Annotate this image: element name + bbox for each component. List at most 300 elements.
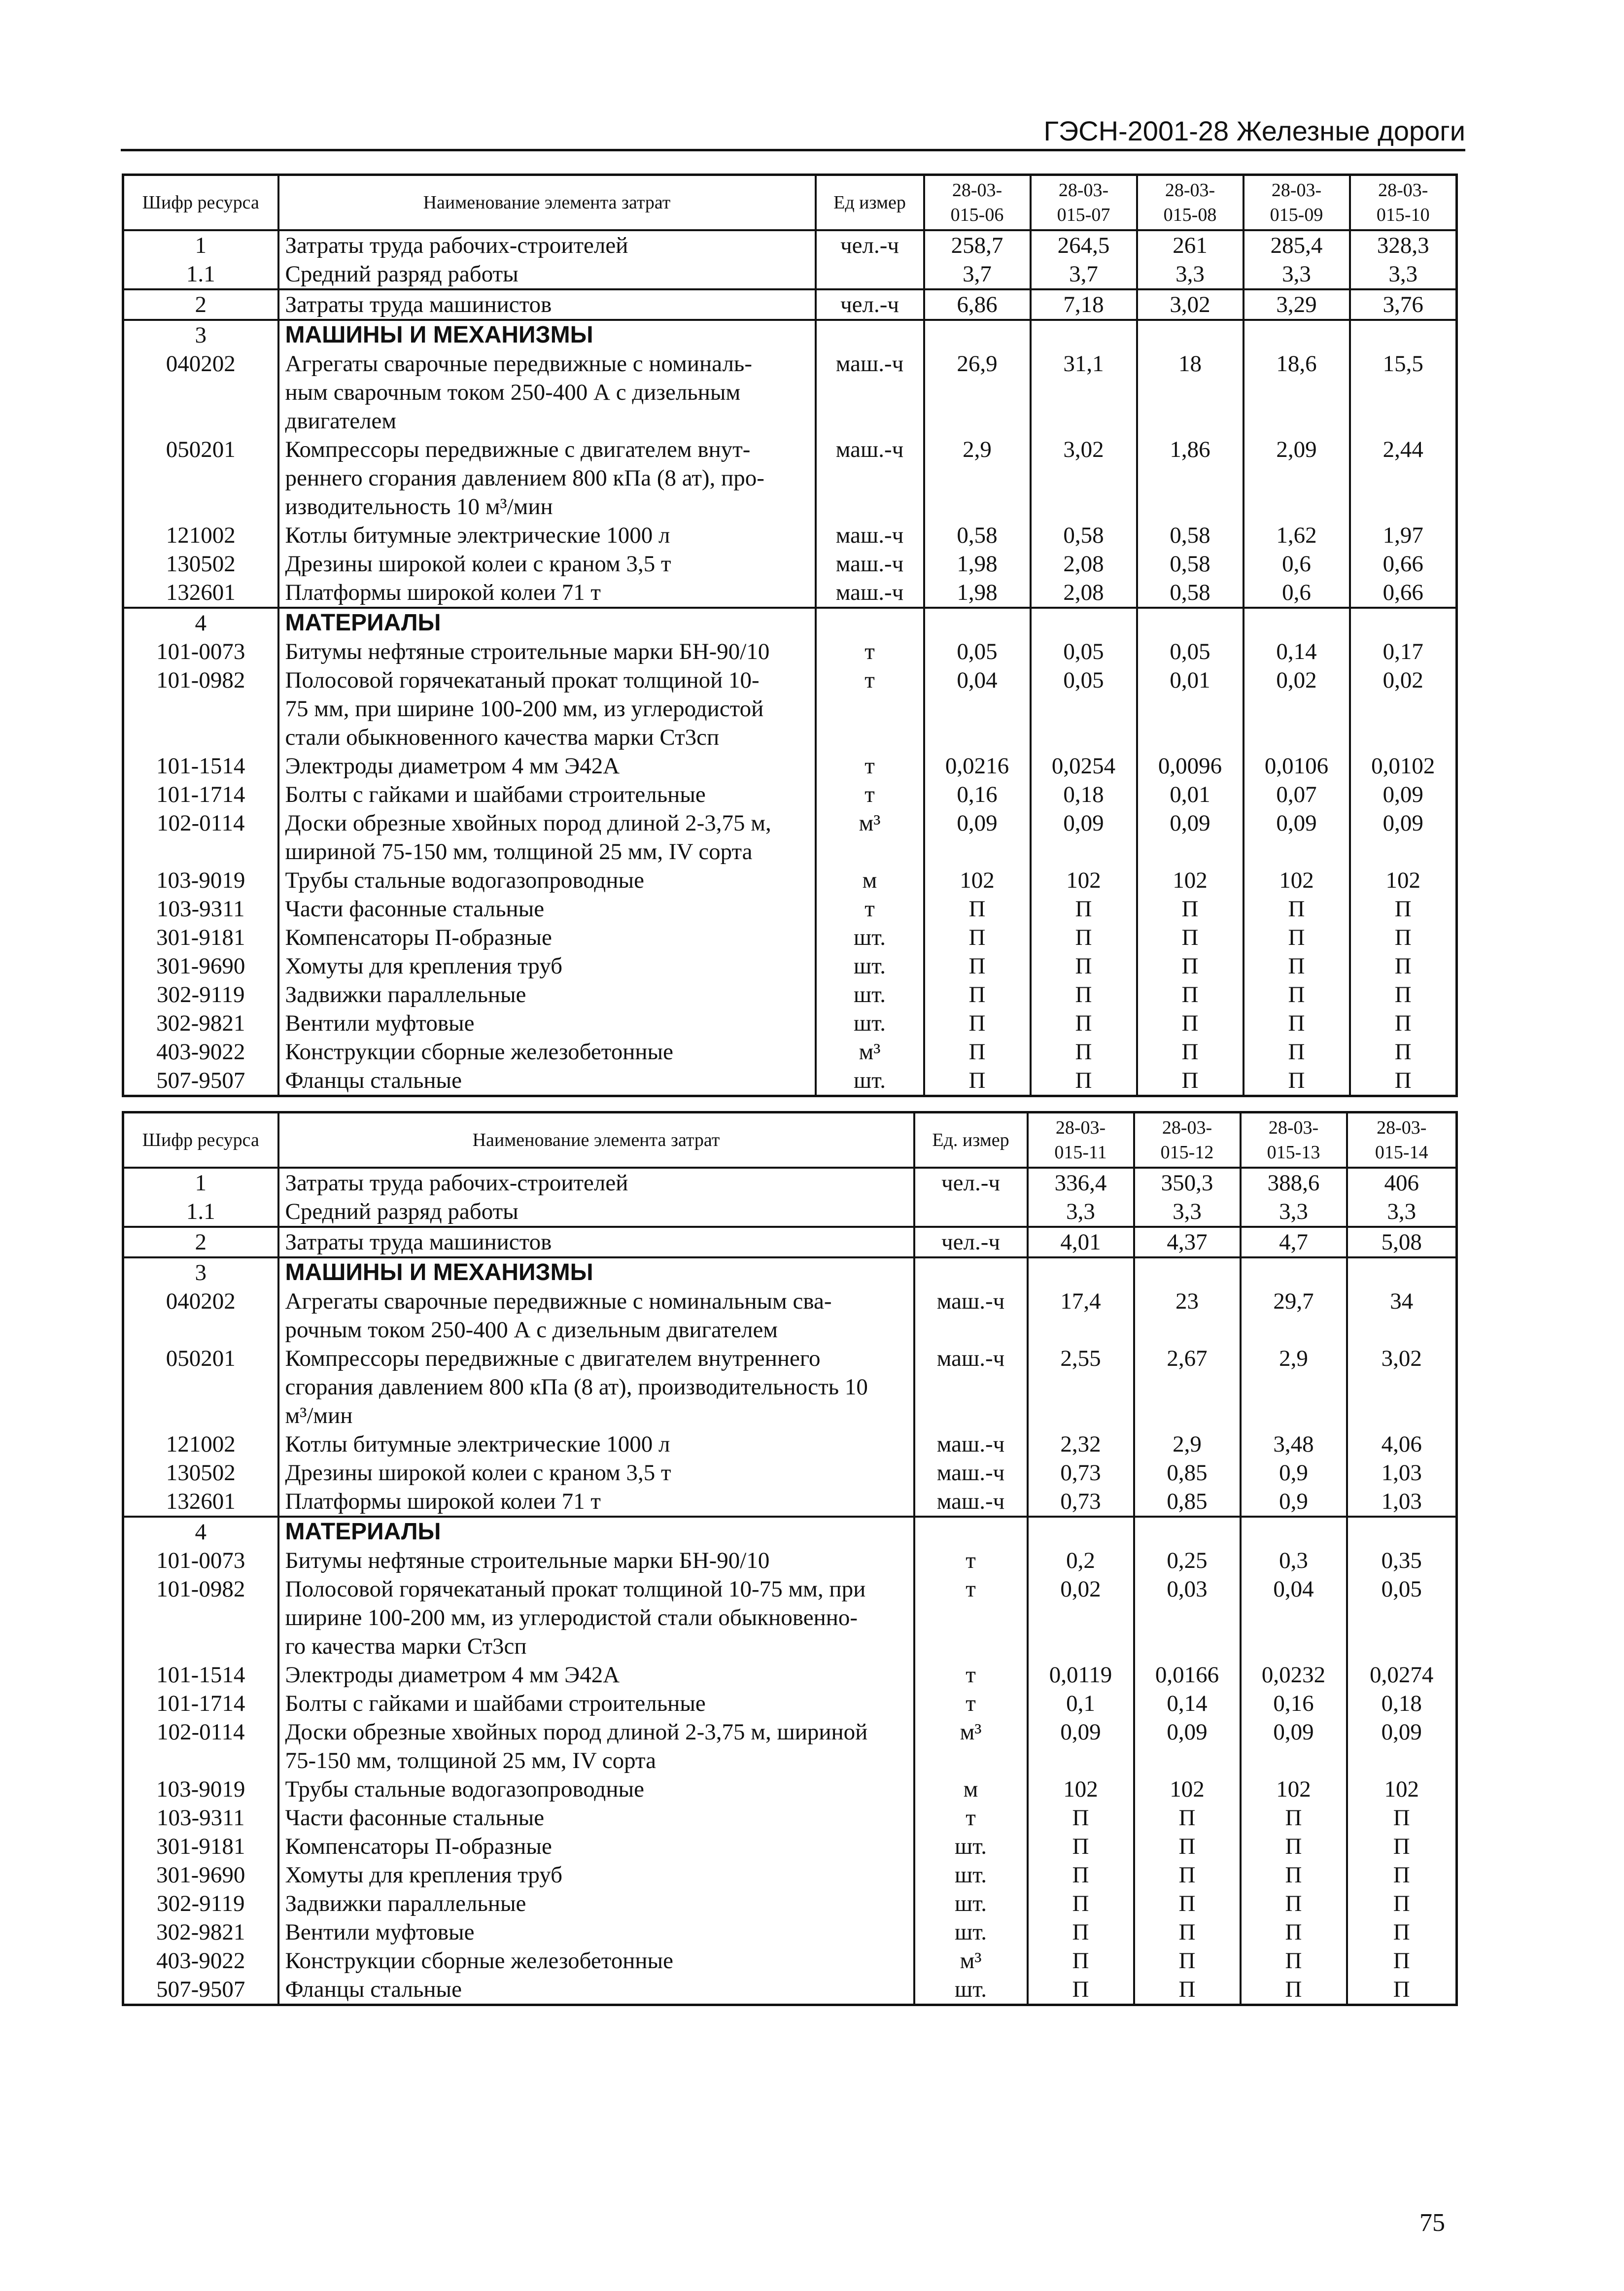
resource-unit: шт.: [816, 1009, 924, 1038]
value-cell: 3,02: [1137, 289, 1244, 320]
resource-name: [278, 1546, 914, 1575]
value-cell: 0,05: [1031, 666, 1137, 752]
value-cell: [1028, 1517, 1134, 1546]
value-cell: 0,58: [1137, 578, 1244, 608]
resource-name: [278, 1775, 914, 1804]
resource-name: [278, 289, 816, 320]
resource-unit: м³: [914, 1946, 1028, 1975]
resource-code: 101-1714: [123, 1689, 278, 1718]
value-cell: 285,4: [1244, 230, 1350, 260]
value-cell: П: [1244, 923, 1350, 952]
resource-code: 040202: [123, 349, 278, 435]
value-cell: 0,58: [1031, 521, 1137, 550]
value-cell: П: [1137, 952, 1244, 980]
value-cell: П: [1137, 1038, 1244, 1066]
resource-name-line: Битумы нефтяные строительные марки БН-90/10: [285, 638, 770, 664]
table-row: [123, 521, 1457, 550]
resource-code: 103-9019: [123, 866, 278, 895]
value-cell: 0,09: [1134, 1718, 1241, 1775]
value-cell: П: [1134, 1975, 1241, 2005]
resource-name: [278, 1861, 914, 1889]
value-cell: П: [1347, 1946, 1457, 1975]
resource-name-line: Задвижки параллельные: [285, 1890, 526, 1916]
resource-unit: шт.: [816, 980, 924, 1009]
resource-name: [278, 550, 816, 578]
resource-name-line: стали обыкновенного качества марки Ст3сп: [285, 724, 720, 750]
resource-name-line: Дрезины широкой колеи с краном 3,5 т: [285, 551, 671, 577]
resource-unit: м³: [914, 1718, 1028, 1775]
resource-code: 403-9022: [123, 1946, 278, 1975]
value-cell: 0,09: [1350, 780, 1457, 809]
resource-name: [278, 1344, 914, 1430]
table-row: [123, 1889, 1457, 1918]
value-cell: 1,97: [1350, 521, 1457, 550]
value-cell: 1,62: [1244, 521, 1350, 550]
resource-name-line: Полосовой горячекатаный прокат толщиной 10-: [285, 667, 760, 693]
resource-unit: шт.: [816, 952, 924, 980]
resource-name: [278, 1918, 914, 1946]
resource-name: [278, 1287, 914, 1344]
resource-name-line: Части фасонные стальные: [285, 896, 545, 922]
resource-unit: м³: [816, 1038, 924, 1066]
value-cell: П: [1028, 1889, 1134, 1918]
resource-code: 302-9821: [123, 1918, 278, 1946]
resource-code: 2: [123, 1227, 278, 1257]
value-cell: 0,73: [1028, 1458, 1134, 1487]
resource-name: [278, 435, 816, 521]
section-row: [123, 1517, 1457, 1546]
value-cell: П: [1137, 1009, 1244, 1038]
value-cell: П: [1241, 1918, 1347, 1946]
value-cell: 0,09: [1244, 809, 1350, 866]
table-row: [123, 578, 1457, 608]
resource-code: 101-1714: [123, 780, 278, 809]
value-cell: П: [1028, 1832, 1134, 1861]
table-row: [123, 980, 1457, 1009]
resource-unit: шт.: [816, 923, 924, 952]
resource-table-1: [122, 174, 1458, 1097]
value-cell: 2,55: [1028, 1344, 1134, 1430]
resource-code: 1.1: [123, 260, 278, 289]
value-cell: 0,17: [1350, 637, 1457, 666]
resource-name-line: Задвижки параллельные: [285, 981, 526, 1007]
resource-code: 507-9507: [123, 1975, 278, 2005]
resource-unit: шт.: [914, 1832, 1028, 1861]
value-cell: 3,3: [1028, 1197, 1134, 1227]
value-cell: 1,98: [924, 578, 1031, 608]
value-cell: 0,09: [1028, 1718, 1134, 1775]
table-row: [123, 923, 1457, 952]
resource-code: 101-0073: [123, 637, 278, 666]
resource-name-line: Компрессоры передвижные с двигателем внутреннего: [285, 1345, 821, 1371]
resource-unit: т: [816, 637, 924, 666]
table-row: [123, 289, 1457, 320]
table-row: [123, 1168, 1457, 1197]
header-col-4: 28-03- 015-09: [1244, 175, 1350, 230]
value-cell: П: [1244, 1066, 1350, 1096]
table-row: [123, 1689, 1457, 1718]
value-cell: 102: [1134, 1775, 1241, 1804]
resource-name: [278, 1575, 914, 1661]
value-cell: 3,3: [1134, 1197, 1241, 1227]
value-cell: [1031, 608, 1137, 637]
resource-table-2: [122, 1111, 1458, 2006]
header-unit: Ед. измер: [914, 1112, 1028, 1168]
value-cell: 0,9: [1241, 1487, 1347, 1517]
resource-name: [278, 260, 816, 289]
resource-unit: т: [816, 895, 924, 923]
resource-name-line: Затраты труда рабочих-строителей: [285, 232, 628, 258]
value-cell: П: [924, 923, 1031, 952]
value-cell: 3,3: [1241, 1197, 1347, 1227]
resource-name-line: реннего сгорания давлением 800 кПа (8 ат), про-: [285, 465, 764, 491]
value-cell: 0,0106: [1244, 752, 1350, 780]
resource-code: 101-0982: [123, 1575, 278, 1661]
resource-code: 130502: [123, 1458, 278, 1487]
value-cell: П: [1241, 1832, 1347, 1861]
value-cell: 258,7: [924, 230, 1031, 260]
value-cell: П: [1350, 952, 1457, 980]
resource-code: 1.1: [123, 1197, 278, 1227]
value-cell: 0,05: [1137, 637, 1244, 666]
resource-name-line: Трубы стальные водогазопроводные: [285, 867, 644, 893]
value-cell: 2,08: [1031, 550, 1137, 578]
value-cell: 0,14: [1244, 637, 1350, 666]
table-row: [123, 1197, 1457, 1227]
value-cell: 102: [1244, 866, 1350, 895]
resource-name: [278, 1689, 914, 1718]
value-cell: 0,85: [1134, 1458, 1241, 1487]
resource-unit: [914, 1517, 1028, 1546]
resource-name: [278, 349, 816, 435]
resource-unit: [914, 1257, 1028, 1287]
table-row: [123, 752, 1457, 780]
resource-unit: чел.-ч: [816, 289, 924, 320]
value-cell: 102: [1031, 866, 1137, 895]
resource-code: 101-1514: [123, 752, 278, 780]
resource-name: [278, 1804, 914, 1832]
resource-unit: шт.: [816, 1066, 924, 1096]
value-cell: П: [1350, 1038, 1457, 1066]
value-cell: П: [1241, 1975, 1347, 2005]
value-cell: П: [1244, 895, 1350, 923]
value-cell: 0,3: [1241, 1546, 1347, 1575]
header-col-5: 28-03- 015-10: [1350, 175, 1457, 230]
value-cell: 264,5: [1031, 230, 1137, 260]
value-cell: 4,06: [1347, 1430, 1457, 1458]
resource-unit: шт.: [914, 1975, 1028, 2005]
table-row: [123, 1975, 1457, 2005]
value-cell: 1,03: [1347, 1458, 1457, 1487]
table-row: [123, 1575, 1457, 1661]
value-cell: 0,05: [1031, 637, 1137, 666]
table-row: [123, 1009, 1457, 1038]
resource-name-line: сгорания давлением 800 кПа (8 ат), производительность 10: [285, 1374, 868, 1400]
resource-name-line: Средний разряд работы: [285, 261, 518, 287]
value-cell: П: [1028, 1975, 1134, 2005]
resource-name-line: Компенсаторы П-образные: [285, 924, 552, 950]
value-cell: 29,7: [1241, 1287, 1347, 1344]
value-cell: 102: [1350, 866, 1457, 895]
header-col-4: 28-03- 015-14: [1347, 1112, 1457, 1168]
value-cell: 0,18: [1031, 780, 1137, 809]
table-row: [123, 260, 1457, 289]
value-cell: 18: [1137, 349, 1244, 435]
resource-name-line: Котлы битумные электрические 1000 л: [285, 1431, 670, 1457]
value-cell: [1350, 320, 1457, 349]
value-cell: [1031, 320, 1137, 349]
table-row: [123, 952, 1457, 980]
value-cell: 0,85: [1134, 1487, 1241, 1517]
value-cell: П: [1134, 1804, 1241, 1832]
header-col-2: 28-03- 015-12: [1134, 1112, 1241, 1168]
value-cell: П: [1134, 1918, 1241, 1946]
resource-name-line: Трубы стальные водогазопроводные: [285, 1776, 644, 1802]
value-cell: 0,73: [1028, 1487, 1134, 1517]
value-cell: 0,66: [1350, 578, 1457, 608]
value-cell: 102: [1028, 1775, 1134, 1804]
value-cell: 0,04: [924, 666, 1031, 752]
resource-code: 103-9311: [123, 895, 278, 923]
resource-name: [278, 895, 816, 923]
value-cell: П: [1137, 923, 1244, 952]
section-row: [123, 1257, 1457, 1287]
resource-unit: т: [816, 666, 924, 752]
value-cell: П: [1350, 980, 1457, 1009]
resource-unit: маш.-ч: [816, 349, 924, 435]
value-cell: П: [924, 895, 1031, 923]
resource-unit: чел.-ч: [816, 230, 924, 260]
value-cell: 0,18: [1347, 1689, 1457, 1718]
resource-code: 050201: [123, 1344, 278, 1430]
resource-name-line: двигателем: [285, 408, 397, 434]
value-cell: 0,9: [1241, 1458, 1347, 1487]
value-cell: 3,29: [1244, 289, 1350, 320]
resource-name: [278, 923, 816, 952]
resource-unit: маш.-ч: [816, 550, 924, 578]
value-cell: П: [1350, 923, 1457, 952]
resource-code: 1: [123, 1168, 278, 1197]
resource-unit: [816, 320, 924, 349]
value-cell: [924, 320, 1031, 349]
value-cell: П: [1031, 1009, 1137, 1038]
resource-name-line: Вентили муфтовые: [285, 1010, 475, 1036]
resource-unit: м³: [816, 809, 924, 866]
value-cell: [1347, 1257, 1457, 1287]
value-cell: 0,58: [924, 521, 1031, 550]
resource-name-line: Хомуты для крепления труб: [285, 953, 563, 979]
value-cell: [1137, 320, 1244, 349]
resource-name-line: Затраты труда машинистов: [285, 291, 552, 317]
resource-name-line: Части фасонные стальные: [285, 1805, 545, 1831]
value-cell: 0,0216: [924, 752, 1031, 780]
value-cell: 2,44: [1350, 435, 1457, 521]
resource-unit: маш.-ч: [914, 1344, 1028, 1430]
value-cell: 0,0119: [1028, 1661, 1134, 1689]
resource-name-line: рочным током 250-400 А с дизельным двигателем: [285, 1317, 778, 1343]
table-row: [123, 1546, 1457, 1575]
table-row: [123, 1861, 1457, 1889]
resource-name-line: Доски обрезные хвойных пород длиной 2-3,75 м,: [285, 810, 771, 836]
value-cell: П: [1031, 1038, 1137, 1066]
resource-name: [278, 1038, 816, 1066]
resource-code: 102-0114: [123, 1718, 278, 1775]
value-cell: 4,7: [1241, 1227, 1347, 1257]
value-cell: 1,98: [924, 550, 1031, 578]
resource-code: 302-9119: [123, 980, 278, 1009]
table-row: [123, 435, 1457, 521]
header-code: Шифр ресурса: [123, 175, 278, 230]
value-cell: П: [1031, 1066, 1137, 1096]
value-cell: 0,16: [1241, 1689, 1347, 1718]
value-cell: 0,02: [1244, 666, 1350, 752]
value-cell: 0,01: [1137, 780, 1244, 809]
value-cell: 0,16: [924, 780, 1031, 809]
table-row: [123, 895, 1457, 923]
resource-unit: маш.-ч: [914, 1287, 1028, 1344]
resource-name-line: Котлы битумные электрические 1000 л: [285, 522, 670, 548]
value-cell: 3,3: [1347, 1197, 1457, 1227]
value-cell: 0,09: [1137, 809, 1244, 866]
table-row: [123, 1487, 1457, 1517]
resource-unit: т: [914, 1661, 1028, 1689]
value-cell: П: [1244, 1009, 1350, 1038]
resource-code: 403-9022: [123, 1038, 278, 1066]
value-cell: 3,02: [1347, 1344, 1457, 1430]
resource-name-line: шириной 75-150 мм, толщиной 25 мм, IV сорта: [285, 838, 753, 865]
value-cell: 0,6: [1244, 578, 1350, 608]
table-row: [123, 1287, 1457, 1344]
value-cell: 328,3: [1350, 230, 1457, 260]
table-row: [123, 1430, 1457, 1458]
resource-code: 040202: [123, 1287, 278, 1344]
value-cell: [1137, 608, 1244, 637]
resource-unit: маш.-ч: [914, 1487, 1028, 1517]
value-cell: П: [1031, 980, 1137, 1009]
value-cell: 2,32: [1028, 1430, 1134, 1458]
running-header: [121, 109, 1465, 151]
resource-name-line: Доски обрезные хвойных пород длиной 2-3,75 м, шириной: [285, 1719, 868, 1745]
value-cell: 0,04: [1241, 1575, 1347, 1661]
resource-unit: м: [914, 1775, 1028, 1804]
resource-code: 121002: [123, 1430, 278, 1458]
page-number: 75: [1419, 2209, 1445, 2237]
value-cell: 388,6: [1241, 1168, 1347, 1197]
resource-unit: т: [914, 1804, 1028, 1832]
value-cell: П: [1347, 1975, 1457, 2005]
resource-code: 101-1514: [123, 1661, 278, 1689]
resource-name-line: Платформы широкой колеи 71 т: [285, 579, 601, 605]
value-cell: [1244, 608, 1350, 637]
resource-unit: шт.: [914, 1918, 1028, 1946]
table-row: [123, 1718, 1457, 1775]
resource-name-line: Затраты труда машинистов: [285, 1229, 552, 1255]
resource-name: [278, 980, 816, 1009]
value-cell: 5,08: [1347, 1227, 1457, 1257]
resource-code: 132601: [123, 1487, 278, 1517]
table-row: [123, 550, 1457, 578]
value-cell: П: [1244, 980, 1350, 1009]
header-code: Шифр ресурса: [123, 1112, 278, 1168]
value-cell: 2,9: [1241, 1344, 1347, 1430]
value-cell: 17,4: [1028, 1287, 1134, 1344]
resource-unit: т: [914, 1575, 1028, 1661]
resource-name: [278, 578, 816, 608]
value-cell: П: [1134, 1832, 1241, 1861]
value-cell: П: [1244, 952, 1350, 980]
value-cell: 0,09: [1031, 809, 1137, 866]
value-cell: 0,58: [1137, 521, 1244, 550]
value-cell: 102: [1241, 1775, 1347, 1804]
resource-name: [278, 780, 816, 809]
header-col-3: 28-03- 015-13: [1241, 1112, 1347, 1168]
value-cell: П: [1134, 1861, 1241, 1889]
value-cell: П: [1350, 1066, 1457, 1096]
table-row: [123, 1918, 1457, 1946]
table-row: [123, 1066, 1457, 1096]
value-cell: 1,03: [1347, 1487, 1457, 1517]
header-name: Наименование элемента затрат: [278, 1112, 914, 1168]
value-cell: 3,3: [1350, 260, 1457, 289]
resource-name: [278, 1661, 914, 1689]
resource-code: 301-9181: [123, 1832, 278, 1861]
value-cell: П: [1350, 895, 1457, 923]
resource-unit: м: [816, 866, 924, 895]
value-cell: 0,6: [1244, 550, 1350, 578]
resource-code: 103-9019: [123, 1775, 278, 1804]
value-cell: 6,86: [924, 289, 1031, 320]
value-cell: 0,05: [1347, 1575, 1457, 1661]
resource-name: [278, 952, 816, 980]
header-col-3: 28-03- 015-08: [1137, 175, 1244, 230]
resource-name: [278, 1227, 914, 1257]
value-cell: [1350, 608, 1457, 637]
resource-code: 507-9507: [123, 1066, 278, 1096]
value-cell: П: [924, 1038, 1031, 1066]
table-row: [123, 666, 1457, 752]
value-cell: П: [1347, 1832, 1457, 1861]
value-cell: [924, 608, 1031, 637]
resource-name-line: Болты с гайками и шайбами строительные: [285, 1690, 706, 1716]
resource-name: [278, 320, 816, 349]
resource-name-line: Компенсаторы П-образные: [285, 1833, 552, 1859]
value-cell: П: [1031, 952, 1137, 980]
resource-name: [278, 1487, 914, 1517]
value-cell: 0,0254: [1031, 752, 1137, 780]
value-cell: П: [924, 1066, 1031, 1096]
value-cell: 2,09: [1244, 435, 1350, 521]
value-cell: 0,14: [1134, 1689, 1241, 1718]
resource-unit: [816, 260, 924, 289]
value-cell: 7,18: [1031, 289, 1137, 320]
header-unit: Ед измер: [816, 175, 924, 230]
value-cell: П: [1347, 1861, 1457, 1889]
value-cell: 34: [1347, 1287, 1457, 1344]
value-cell: [1241, 1517, 1347, 1546]
value-cell: 102: [1347, 1775, 1457, 1804]
value-cell: 3,76: [1350, 289, 1457, 320]
value-cell: [1134, 1517, 1241, 1546]
resource-name: [278, 1517, 914, 1546]
value-cell: 0,1: [1028, 1689, 1134, 1718]
value-cell: 0,0166: [1134, 1661, 1241, 1689]
resource-code: 302-9119: [123, 1889, 278, 1918]
resource-unit: т: [816, 752, 924, 780]
resource-unit: маш.-ч: [914, 1430, 1028, 1458]
resource-code: 102-0114: [123, 809, 278, 866]
resource-code: 101-0073: [123, 1546, 278, 1575]
resource-name: [278, 1168, 914, 1197]
